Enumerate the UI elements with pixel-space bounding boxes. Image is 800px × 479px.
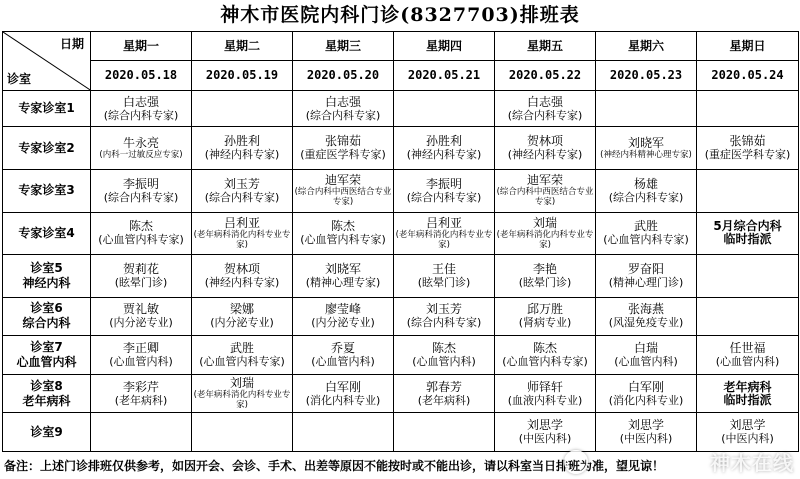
- room-row: [3, 413, 799, 452]
- doctor-name: 张海燕: [627, 302, 664, 317]
- doctor-name: 刘晓军: [627, 135, 664, 150]
- doctor-specialty: (神经内科专家): [406, 148, 482, 162]
- room-row: [3, 127, 799, 170]
- doctor-name: 李彩芹: [122, 379, 159, 394]
- doctor-name: 刘瑞: [229, 376, 254, 391]
- day-header: 星期三: [293, 32, 394, 61]
- room-row: [3, 90, 799, 127]
- doctor-name: 贺莉花: [122, 261, 159, 276]
- room-label-text: 诊室8 老年病科: [22, 378, 71, 408]
- schedule-cell: [91, 413, 192, 452]
- schedule-cell: [293, 413, 394, 452]
- room-label: [3, 212, 91, 255]
- doctor-name: 郭春芳: [425, 379, 462, 394]
- doctor-name: 刘晓军: [324, 261, 361, 276]
- doctor-name: 白志强: [526, 94, 563, 109]
- schedule-cell: [91, 374, 192, 413]
- schedule-cell: [394, 297, 495, 336]
- room-label: [3, 90, 91, 127]
- schedule-cell: [697, 297, 799, 336]
- day-header: 星期一: [91, 32, 192, 61]
- schedule-cell: [192, 297, 293, 336]
- doctor-specialty: (心血管内科专家): [300, 233, 386, 247]
- doctor-specialty: (精神心理门诊): [608, 275, 684, 289]
- schedule-cell: [91, 169, 192, 212]
- schedule-cell: [697, 336, 799, 375]
- doctor-name: 迪军荣: [324, 173, 361, 188]
- room-label-text: 诊室7 心血管内科: [16, 340, 77, 370]
- doctor-name: 白军刚: [627, 379, 664, 394]
- room-label: [3, 413, 91, 452]
- date-header: 2020.05.22: [495, 61, 596, 90]
- schedule-cell: [293, 90, 394, 127]
- doctor-specialty: (综合内科专家): [507, 108, 583, 122]
- schedule-cell: [293, 212, 394, 255]
- header-days-row: [3, 32, 799, 61]
- doctor-specialty: (眩晕门诊): [417, 275, 471, 289]
- doctor-specialty: (老年病科消化内科专业专家): [193, 229, 291, 250]
- doctor-name: 梁娜: [229, 302, 254, 317]
- schedule-cell: [596, 212, 697, 255]
- room-label: [3, 336, 91, 375]
- doctor-name: 孙胜利: [425, 134, 462, 149]
- schedule-cell: [697, 212, 799, 255]
- doctor-specialty: (综合内科中西医结合专业专家): [294, 187, 392, 208]
- schedule-cell: [192, 90, 293, 127]
- date-header: 2020.05.24: [697, 61, 799, 90]
- doctor-name: 王佳: [431, 261, 456, 276]
- schedule-cell: [91, 297, 192, 336]
- footer-note: 备注：上述门诊排班仅供参考，如因开会、会诊、手术、出差等原因不能按时或不能出诊，请以科室当日排班为准，望见谅！: [4, 459, 665, 473]
- doctor-specialty: (中医内科): [721, 432, 774, 446]
- doctor-specialty: (综合内科专家): [608, 190, 684, 204]
- doctor-name: 师铎轩: [526, 379, 563, 394]
- doctor-name: 任世福: [729, 341, 766, 356]
- schedule-cell: [394, 374, 495, 413]
- schedule-cell: [91, 255, 192, 298]
- doctor-name: 贺林项: [526, 134, 563, 149]
- doctor-specialty: (内分泌专业): [210, 316, 274, 330]
- assignment-note: 临时指派: [723, 232, 772, 247]
- schedule-cell: [697, 127, 799, 170]
- watermark: 神木在线: [710, 451, 794, 475]
- schedule-cell: [596, 169, 697, 212]
- doctor-specialty: (心血管内科专家): [98, 233, 184, 247]
- doctor-name: 贾礼敏: [122, 302, 159, 317]
- assignment-note: 临时指派: [723, 392, 772, 407]
- schedule-table: [2, 31, 799, 452]
- doctor-name: 陈杰: [128, 219, 153, 234]
- schedule-cell: [394, 90, 495, 127]
- room-row: [3, 255, 799, 298]
- schedule-cell: [596, 297, 697, 336]
- doctor-name: 张锦茹: [324, 134, 361, 149]
- doctor-name: 邱万胜: [526, 302, 563, 317]
- day-header: 星期二: [192, 32, 293, 61]
- doctor-specialty: (神经内科专家): [204, 148, 280, 162]
- doctor-name: 罗奋阳: [627, 261, 664, 276]
- doctor-specialty: (综合内科专家): [103, 108, 179, 122]
- doctor-name: 刘思学: [627, 418, 664, 433]
- room-label-text: 专家诊室2: [18, 140, 75, 155]
- date-header: 2020.05.20: [293, 61, 394, 90]
- room-label: [3, 255, 91, 298]
- schedule-cell: [495, 169, 596, 212]
- room-label: [3, 127, 91, 170]
- date-header: 2020.05.18: [91, 61, 192, 90]
- doctor-name: 白志强: [324, 94, 361, 109]
- schedule-cell: [192, 336, 293, 375]
- room-label-text: 专家诊室4: [18, 225, 75, 240]
- doctor-specialty: (重症医学科专家): [704, 148, 791, 162]
- doctor-specialty: (老年病科消化内科专业专家): [395, 229, 493, 250]
- doctor-name: 刘思学: [729, 418, 766, 433]
- schedule-cell: [293, 336, 394, 375]
- doctor-specialty: (综合内科专家): [204, 190, 280, 204]
- room-row: [3, 169, 799, 212]
- doctor-name: 陈杰: [532, 341, 557, 356]
- schedule-cell: [293, 127, 394, 170]
- schedule-cell: [91, 127, 192, 170]
- doctor-name: 白瑞: [633, 341, 658, 356]
- doctor-specialty: (内分泌专业): [109, 316, 173, 330]
- date-header: 2020.05.19: [192, 61, 293, 90]
- schedule-cell: [697, 374, 799, 413]
- room-row: [3, 374, 799, 413]
- schedule-cell: [394, 336, 495, 375]
- doctor-name: 刘瑞: [532, 215, 557, 230]
- doctor-specialty: (中医内科): [619, 432, 673, 446]
- doctor-name: 白军刚: [324, 379, 361, 394]
- doctor-specialty: (神经内科专家): [507, 148, 583, 162]
- assignment-title: 5月综合内科: [713, 219, 782, 234]
- schedule-cell: [394, 169, 495, 212]
- doctor-specialty: (综合内科专家): [406, 190, 482, 204]
- room-label: [3, 169, 91, 212]
- doctor-specialty: (心血管内科): [412, 355, 476, 369]
- schedule-cell: [596, 127, 697, 170]
- room-label: [3, 374, 91, 413]
- schedule-cell: [91, 212, 192, 255]
- schedule-cell: [697, 169, 799, 212]
- doctor-name: 武胜: [633, 219, 658, 234]
- room-label-text: 专家诊室3: [18, 183, 75, 198]
- schedule-cell: [495, 336, 596, 375]
- schedule-cell: [697, 413, 799, 452]
- day-header: 星期四: [394, 32, 495, 61]
- schedule-cell: [495, 413, 596, 452]
- corner-cell: [3, 32, 91, 91]
- schedule-cell: [293, 255, 394, 298]
- schedule-cell: [697, 90, 799, 127]
- doctor-specialty: (综合内科中西医结合专业专家): [496, 187, 594, 208]
- schedule-cell: [394, 413, 495, 452]
- schedule-cell: [697, 255, 799, 298]
- doctor-name: 刘思学: [526, 418, 563, 433]
- doctor-specialty: (老年病科消化内科专业专家): [193, 390, 291, 411]
- doctor-specialty: (综合内科专家): [305, 108, 381, 122]
- room-label-text: 专家诊室1: [18, 101, 75, 116]
- doctor-specialty: (心血管内科): [311, 355, 375, 369]
- schedule-cell: [495, 374, 596, 413]
- schedule-cell: [495, 127, 596, 170]
- watermark-logo-icon: [564, 450, 588, 474]
- doctor-specialty: (老年病科): [114, 393, 168, 407]
- schedule-cell: [495, 255, 596, 298]
- doctor-specialty: (肾病专业): [518, 316, 572, 330]
- doctor-specialty: (心血管内科专家): [502, 355, 588, 369]
- doctor-specialty: (眩晕门诊): [114, 275, 168, 289]
- doctor-name: 吕利亚: [425, 215, 462, 230]
- doctor-specialty: (心血管内科): [715, 355, 780, 369]
- doctor-name: 陈杰: [431, 341, 456, 356]
- doctor-name: 迪军荣: [526, 173, 563, 188]
- doctor-name: 张锦茹: [729, 134, 766, 149]
- page-title: 神木市医院内科门诊(8327703)排班表: [220, 4, 580, 26]
- room-label: [3, 297, 91, 336]
- corner-room-label: 诊室: [7, 71, 32, 86]
- schedule-cell: [293, 169, 394, 212]
- room-label-text: 诊室9: [30, 424, 63, 439]
- doctor-name: 贺林项: [223, 261, 260, 276]
- doctor-name: 白志强: [122, 94, 159, 109]
- schedule-cell: [394, 255, 495, 298]
- schedule-cell: [192, 169, 293, 212]
- schedule-cell: [394, 127, 495, 170]
- schedule-cell: [495, 297, 596, 336]
- doctor-specialty: (老年病科消化内科专业专家): [496, 229, 594, 250]
- doctor-name: 廖莹峰: [324, 302, 361, 317]
- doctor-specialty: (眩晕门诊): [518, 275, 572, 289]
- doctor-name: 李正卿: [122, 341, 159, 356]
- schedule-cell: [192, 212, 293, 255]
- doctor-specialty: (内科一过敏反应专家): [99, 149, 183, 160]
- schedule-cell: [394, 212, 495, 255]
- corner-date-label: 日期: [59, 37, 84, 51]
- day-header: 星期六: [596, 32, 697, 61]
- doctor-specialty: (重症医学科专家): [300, 148, 386, 162]
- schedule-cell: [596, 255, 697, 298]
- doctor-name: 杨雄: [633, 176, 658, 191]
- doctor-name: 李振明: [122, 176, 159, 191]
- doctor-specialty: (综合内科专家): [103, 190, 179, 204]
- doctor-specialty: (内分泌专业): [311, 316, 375, 330]
- doctor-specialty: (心血管内科专家): [199, 355, 285, 369]
- doctor-name: 李振明: [425, 176, 462, 191]
- doctor-name: 武胜: [229, 341, 254, 356]
- doctor-name: 吕利亚: [223, 215, 260, 230]
- doctor-specialty: (风湿免疫专业): [608, 316, 684, 330]
- doctor-name: 刘玉芳: [425, 302, 462, 317]
- doctor-specialty: (中医内科): [518, 432, 572, 446]
- room-row: [3, 336, 799, 375]
- schedule-cell: [192, 255, 293, 298]
- schedule-cell: [192, 413, 293, 452]
- schedule-cell: [91, 336, 192, 375]
- doctor-name: 乔夏: [330, 341, 355, 356]
- doctor-specialty: (综合内科专家): [406, 316, 482, 330]
- doctor-specialty: (神经内科精神心理专家): [600, 149, 692, 160]
- schedule-cell: [596, 90, 697, 127]
- schedule-cell: [192, 127, 293, 170]
- doctor-name: 孙胜利: [223, 134, 260, 149]
- doctor-specialty: (心血管内科专家): [603, 233, 689, 247]
- schedule-cell: [495, 90, 596, 127]
- schedule-cell: [596, 413, 697, 452]
- assignment-title: 老年病科: [723, 379, 772, 394]
- doctor-name: 刘玉芳: [223, 176, 260, 191]
- day-header: 星期五: [495, 32, 596, 61]
- doctor-specialty: (心血管内科): [614, 355, 678, 369]
- schedule-cell: [293, 374, 394, 413]
- doctor-specialty: (消化内科专业): [608, 393, 684, 407]
- schedule-cell: [192, 374, 293, 413]
- doctor-specialty: (神经内科专家): [204, 275, 280, 289]
- schedule-cell: [596, 374, 697, 413]
- day-header: 星期日: [697, 32, 799, 61]
- room-label-text: 诊室6 综合内科: [22, 301, 71, 331]
- date-header: 2020.05.23: [596, 61, 697, 90]
- doctor-specialty: (消化内科专业): [305, 393, 381, 407]
- header-dates-row: [3, 61, 799, 90]
- schedule-cell: [596, 336, 697, 375]
- room-label-text: 诊室5 神经内科: [22, 260, 71, 290]
- doctor-specialty: (老年病科): [417, 393, 471, 407]
- doctor-specialty: (血液内科专业): [507, 393, 583, 407]
- doctor-name: 陈杰: [330, 219, 355, 234]
- room-row: [3, 297, 799, 336]
- doctor-specialty: (精神心理专家): [305, 275, 381, 289]
- schedule-cell: [91, 90, 192, 127]
- schedule-cell: [495, 212, 596, 255]
- schedule-cell: [293, 297, 394, 336]
- date-header: 2020.05.21: [394, 61, 495, 90]
- doctor-name: 李艳: [532, 261, 557, 276]
- doctor-specialty: (心血管内科): [109, 355, 173, 369]
- doctor-name: 牛永亮: [122, 135, 159, 150]
- room-row: [3, 212, 799, 255]
